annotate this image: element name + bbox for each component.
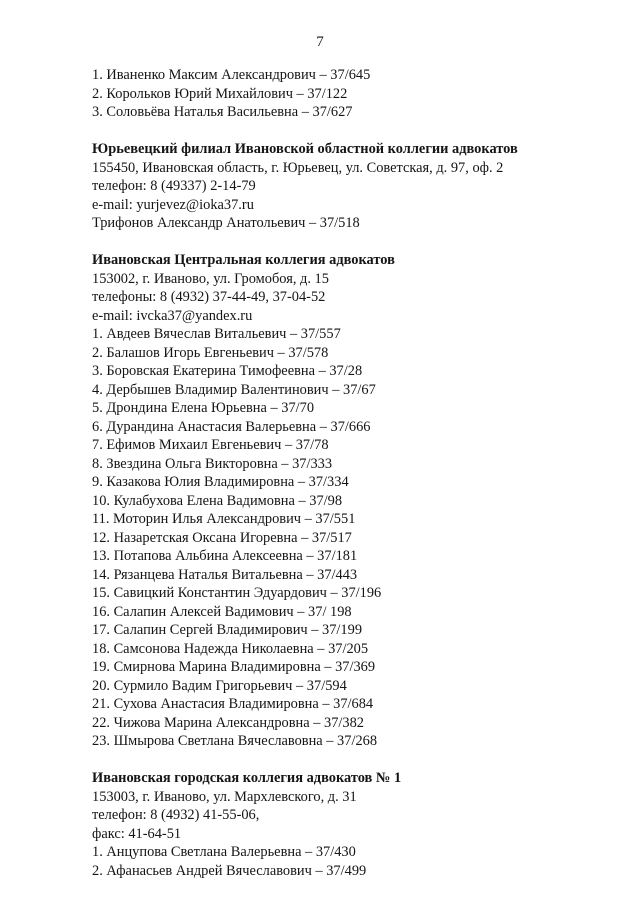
lawyer-entry: 9. Казакова Юлия Владимировна – 37/334 bbox=[92, 474, 349, 490]
lawyer-entry: 2. Корольков Юрий Михайлович – 37/122 bbox=[92, 85, 348, 102]
lawyer-entry: Трифонов Александр Анатольевич – 37/518 bbox=[92, 215, 360, 231]
lawyer-entry: 21. Сухова Анастасия Владимировна – 37/684 bbox=[92, 696, 374, 712]
lawyer-entry: 23. Шмырова Светлана Вячеславовна – 37/268 bbox=[92, 733, 378, 749]
section-address: 155450, Ивановская область, г. Юрьевец, ул. Советская, д. 97, оф. 2 bbox=[92, 159, 504, 176]
lawyer-entry: 8. Звездина Ольга Викторовна – 37/333 bbox=[92, 455, 333, 472]
bar-section bbox=[92, 769, 622, 880]
lawyer-entry: 13. Потапова Альбина Алексеевна – 37/181 bbox=[92, 548, 358, 564]
lawyer-entry: 18. Самсонова Надежда Николаевна – 37/205 bbox=[92, 640, 369, 657]
lawyer-entry: 12. Назаретская Оксана Игоревна – 37/517 bbox=[92, 529, 352, 546]
section-title: Ивановская Центральная коллегия адвокатов bbox=[92, 252, 395, 268]
lawyer-entry: 2. Балашов Игорь Евгеньевич – 37/578 bbox=[92, 344, 329, 361]
bar-section bbox=[92, 66, 622, 122]
lawyer-entry: 1. Авдеев Вячеслав Витальевич – 37/557 bbox=[92, 326, 341, 342]
bar-section bbox=[92, 140, 622, 233]
lawyer-entry: 2. Афанасьев Андрей Вячеславович – 37/499 bbox=[92, 862, 367, 879]
lawyer-entry: 19. Смирнова Марина Владимировна – 37/369 bbox=[92, 659, 376, 675]
lawyer-entry: 20. Сурмило Вадим Григорьевич – 37/594 bbox=[92, 677, 347, 694]
section-title: Юрьевецкий филиал Ивановской областной коллегии адвокатов bbox=[92, 141, 518, 157]
lawyer-entry: 3. Соловьёва Наталья Васильевна – 37/627 bbox=[92, 104, 353, 120]
section-phone: телефон: 8 (49337) 2-14-79 bbox=[92, 178, 256, 194]
lawyer-entry: 15. Савицкий Константин Эдуардович – 37/196 bbox=[92, 585, 382, 601]
section-phone: телефоны: 8 (4932) 37-44-49, 37-04-52 bbox=[92, 289, 326, 305]
lawyer-entry: 14. Рязанцева Наталья Витальевна – 37/443 bbox=[92, 566, 358, 583]
lawyer-entry: 10. Кулабухова Елена Вадимовна – 37/98 bbox=[92, 492, 343, 509]
section-address: 153002, г. Иваново, ул. Громобоя, д. 15 bbox=[92, 270, 329, 287]
section-email: e-mail: ivcka37@yandex.ru bbox=[92, 307, 253, 324]
lawyer-entry: 3. Боровская Екатерина Тимофеевна – 37/28 bbox=[92, 363, 363, 379]
section-address: 153003, г. Иваново, ул. Мархлевского, д. 31 bbox=[92, 788, 357, 805]
lawyer-entry: 5. Дрондина Елена Юрьевна – 37/70 bbox=[92, 400, 315, 416]
section-phone: телефон: 8 (4932) 41-55-06, bbox=[92, 807, 260, 823]
lawyer-entry: 16. Салапин Алексей Вадимович – 37/ 198 bbox=[92, 603, 352, 620]
section-email: e-mail: yurjevez@ioka37.ru bbox=[92, 196, 254, 213]
lawyer-entry: 11. Моторин Илья Александрович – 37/551 bbox=[92, 511, 356, 527]
lawyer-entry: 4. Дербышев Владимир Валентинович – 37/67 bbox=[92, 381, 376, 398]
lawyer-entry: 1. Иваненко Максим Александрович – 37/645 bbox=[92, 67, 371, 83]
section-phone: факс: 41-64-51 bbox=[92, 825, 182, 842]
lawyer-entry: 17. Салапин Сергей Владимирович – 37/199 bbox=[92, 622, 363, 638]
document-body bbox=[92, 66, 622, 880]
lawyer-entry: 6. Дурандина Анастасия Валерьевна – 37/666 bbox=[92, 418, 371, 435]
page-number: 7 bbox=[316, 34, 324, 50]
lawyer-entry: 22. Чижова Марина Александровна – 37/382 bbox=[92, 714, 364, 731]
lawyer-entry: 1. Анцупова Светлана Валерьевна – 37/430 bbox=[92, 844, 356, 860]
lawyer-entry: 7. Ефимов Михаил Евгеньевич – 37/78 bbox=[92, 437, 329, 453]
bar-section bbox=[92, 251, 622, 751]
section-title: Ивановская городская коллегия адвокатов № 1 bbox=[92, 770, 402, 786]
